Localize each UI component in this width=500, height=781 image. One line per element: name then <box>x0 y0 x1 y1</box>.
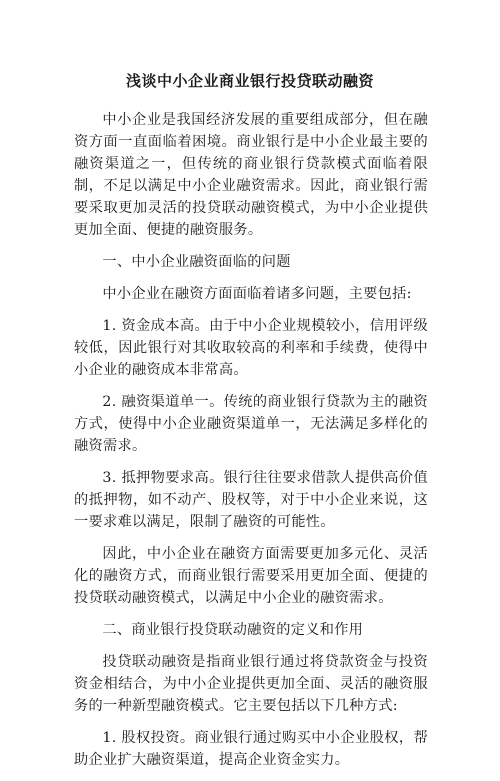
document-body <box>74 109 428 781</box>
list-item-2: 2. 融资渠道单一。传统的商业银行贷款为主的融资方式，使得中小企业融资渠道单一，无法满足多样化的融资需求。 <box>74 394 428 454</box>
definition-paragraph: 投贷联动融资是指商业银行通过将贷款资金与投资资金相结合，为中小企业提供更加全面、灵活的融资服务的一种新型融资模式。它主要包括以下几种方式: <box>74 654 428 714</box>
list-item-3: 3. 抵押物要求高。银行往往要求借款人提供高价值的抵押物，如不动产、股权等，对于中小企业来说，这一要求难以满足，限制了融资的可能性。 <box>74 470 428 530</box>
section-heading-2: 二、商业银行投贷联动融资的定义和作用 <box>102 622 364 638</box>
list-item-1: 1. 资金成本高。由于中小企业规模较小，信用评级较低，因此银行对其收取较高的利率和手续费，使得中小企业的融资成本非常高。 <box>74 318 428 378</box>
section-heading-1: 一、中小企业融资面临的问题 <box>102 254 291 270</box>
paragraph: 中小企业在融资方面面临着诸多问题，主要包括: <box>102 286 412 302</box>
intro-paragraph: 中小企业是我国经济发展的重要组成部分，但在融资方面一直面临着困境。商业银行是中小企业最主要的融资渠道之一，但传统的商业银行贷款模式面临着限制，不足以满足中小企业融资需求。因此，商业银行需要采取更加灵活的投贷联动融资模式，为中小企业提供更加全面、便捷的融资服务。 <box>74 112 428 238</box>
list-item-equity-investment: 1. 股权投资。商业银行通过购买中小企业股权，帮助企业扩大融资渠道，提高企业资金实力。 <box>74 730 428 768</box>
document-title: 浅谈中小企业商业银行投贷联动融资 <box>125 72 374 90</box>
conclusion-paragraph: 因此，中小企业在融资方面需要更加多元化、灵活化的融资方式，而商业银行需要采用更加全面、便捷的投贷联动融资模式，以满足中小企业的融资需求。 <box>74 546 428 606</box>
